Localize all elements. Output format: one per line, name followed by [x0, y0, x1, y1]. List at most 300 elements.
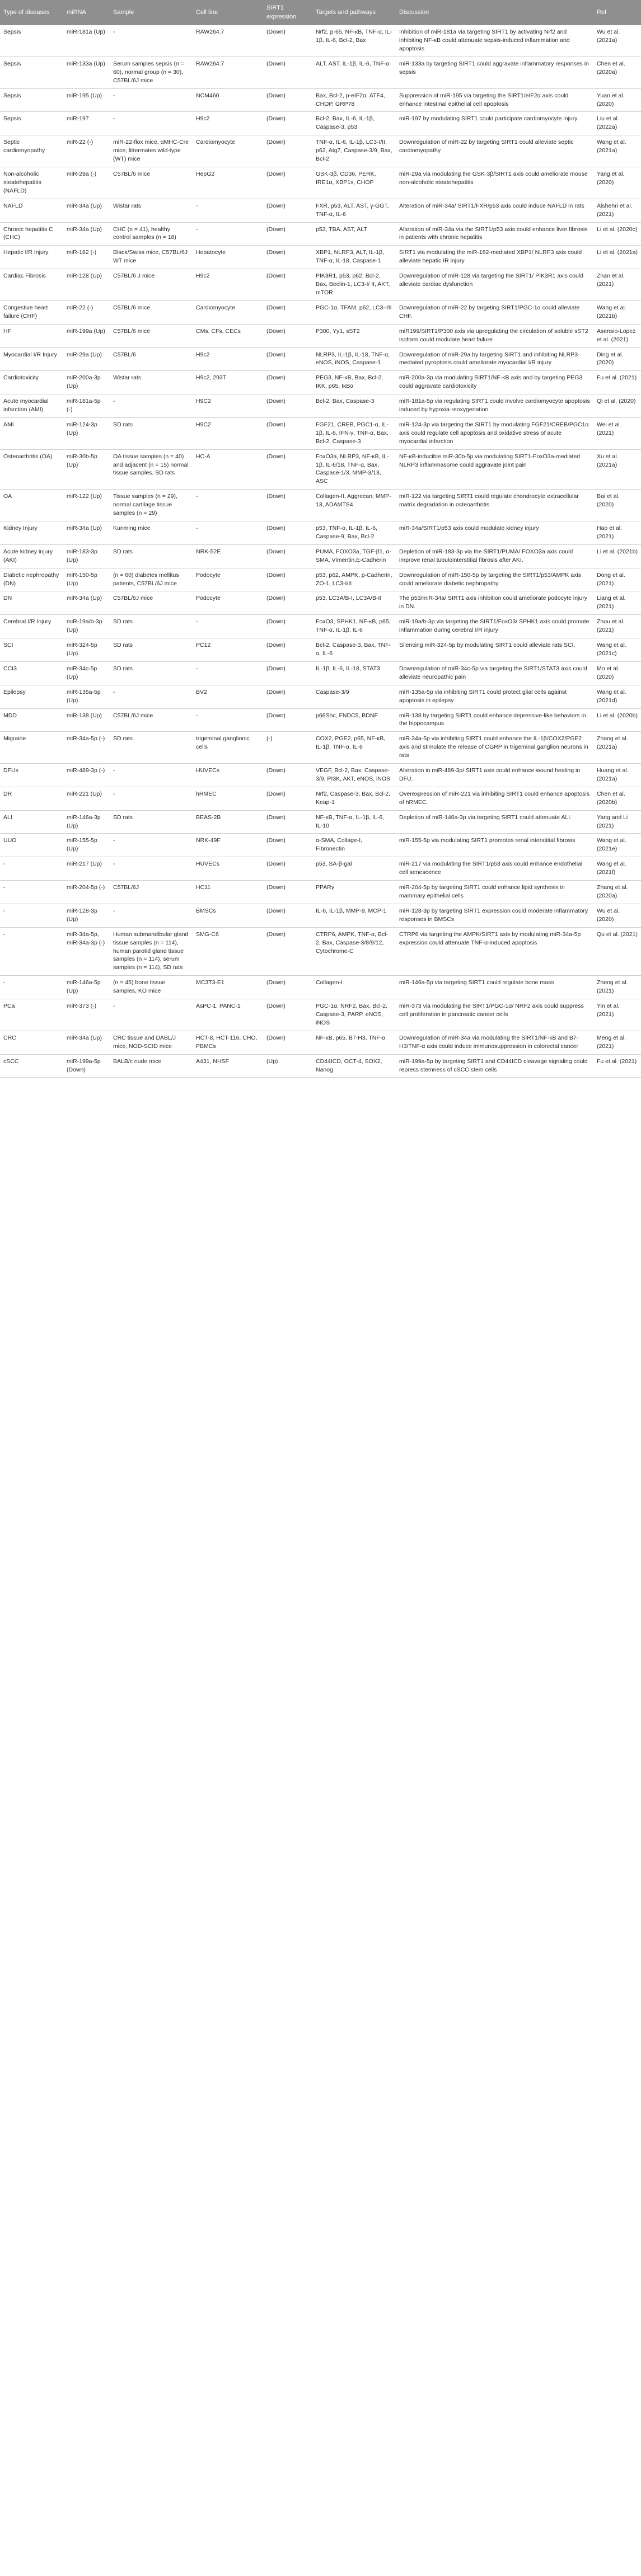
table-row [0, 661, 641, 685]
disease-cell: Sepsis [0, 88, 63, 112]
sirt1-expression-cell: (Down) [263, 638, 312, 662]
disease-cell: Congestive heart failure (CHF) [0, 300, 63, 324]
table-row [0, 521, 641, 545]
cell-line-cell: NCM460 [193, 88, 263, 112]
ref-cell: Alshehri et al. (2021) [593, 199, 641, 222]
sample-cell: - [110, 88, 193, 112]
sirt1-expression-cell: (Up) [263, 1054, 312, 1078]
targets-cell: XBP1, NLRP3, ALT, IL-1β, TNF-α, IL-18, Caspase-1 [312, 246, 396, 269]
sample-cell: miR-22-flox mice, αMHC-Cre mice, littermates wild-type (WT) mice [110, 135, 193, 167]
sample-cell: C57BL/6J mice [110, 708, 193, 732]
discussion-cell: miR-124-3p via targeting the SIRT1 by modulating FGF21/CREB/PGC1α axis could regulate cell apoptosis and oxidative stress of acute myocardial infarction [396, 417, 593, 449]
cell-line-cell: RAW264.7 [193, 25, 263, 57]
targets-cell: Bcl-2, Bax, IL-6, IL-1β, Caspase-3, p53 [312, 112, 396, 135]
targets-cell: PIK3R1, p53, p62, Bcl-2, Bax, Beclin-1, LC3-I/ II, AKT, mTOR [312, 269, 396, 301]
targets-cell: p53, TBA, AST, ALT [312, 222, 396, 246]
cell-line-cell: trigeminal ganglionic cells [193, 732, 263, 764]
table-row [0, 112, 641, 135]
sirt1-expression-cell: (Down) [263, 544, 312, 568]
cell-line-cell: HUVECs [193, 857, 263, 881]
mirna-cell: miR-29a (Up) [63, 347, 110, 371]
targets-cell: p53, p62, AMPK, p-Cadherin, ZO-1, LC3-I/II [312, 568, 396, 591]
discussion-cell: miR-199a-5p by targeting SIRT1 and CD44ICD cleavage signaling could repress stemness of cSCC stem cells [396, 1054, 593, 1078]
disease-cell: Cardiotoxicity [0, 371, 63, 394]
ref-cell: Qu et al. (2021) [593, 927, 641, 976]
sirt1-expression-cell: (Down) [263, 222, 312, 246]
table-row [0, 222, 641, 246]
discussion-cell: Alteration in miR-489-3p/ SIRT1 axis could enhance wound healing in DFU. [396, 764, 593, 787]
table-row [0, 544, 641, 568]
mirna-cell: miR-181a-5p (-) [63, 394, 110, 418]
discussion-cell: Depletion of miR-183-3p via the SIRT1/PUMA/ FOXO3a axis could improve renal tubulointerstitial fibrosis after AKI. [396, 544, 593, 568]
discussion-cell: miR-133a by targeting SIRT1 could aggravate inflammatory responses in sepsis [396, 57, 593, 88]
cell-line-cell: NRK-52E [193, 544, 263, 568]
targets-cell: IL-6, IL-1β, MMP-9, MCP-1 [312, 904, 396, 927]
targets-cell: Bcl-2, Caspase-3, Bax, TNF-α, IL-6 [312, 638, 396, 662]
discussion-cell: miR-155-5p via modulating SIRT1 promotes renal interstitial fibrosis [396, 834, 593, 857]
sirt1-expression-cell: (Down) [263, 246, 312, 269]
table-row [0, 394, 641, 418]
discussion-cell: Overexpression of miR-221 via inhibiting SIRT1 could enhance apoptosis of hRMEC. [396, 787, 593, 810]
sirt1-expression-cell: (Down) [263, 810, 312, 834]
targets-cell: PGC-1α, TFAM, p62, LC3-I/II [312, 300, 396, 324]
table-row [0, 1031, 641, 1054]
sample-cell: Wistar rats [110, 371, 193, 394]
mirna-cell: miR-34a-5p (-) [63, 732, 110, 764]
discussion-cell: miR-197 by modulating SIRT1 could participate cardiomyocyte injury [396, 112, 593, 135]
sirt1-expression-cell: (Down) [263, 764, 312, 787]
ref-cell: Zhang et al. (2020a) [593, 881, 641, 904]
table-row [0, 764, 641, 787]
ref-cell: Zhang et al. (2021a) [593, 732, 641, 764]
ref-cell: Chen et al. (2020a) [593, 57, 641, 88]
discussion-cell: Alteration of miR-34a via the SIRT1/p53 axis could enhance liver fibrosis in patients with chronic hepatitis [396, 222, 593, 246]
sample-cell: - [110, 764, 193, 787]
sirt1-expression-cell: (Down) [263, 661, 312, 685]
targets-cell: PGC-1α, NRF2, Bax, Bcl-2, Caspase-3, PARP, eNOS, iNOS [312, 999, 396, 1031]
discussion-cell: miR-181a-5p via regulating SIRT1 could involve cardiomyocyte apoptosis induced by hypoxia-reoxygenation [396, 394, 593, 418]
targets-cell: PEG3, NF-κB, Bax, Bcl-2, IKK, p65, IκBα [312, 371, 396, 394]
ref-cell: Bai et al. (2020) [593, 490, 641, 521]
discussion-cell: CTRP6 via targeting the AMPK/SIRT1 axis by modulating miR-34a-5p expression could attenuate TNF-α-induced apoptosis [396, 927, 593, 976]
sample-cell: C57BL/6 mice [110, 167, 193, 199]
cell-line-cell: SMG-C6 [193, 927, 263, 976]
sample-cell: - [110, 904, 193, 927]
discussion-cell: Alteration of miR-34a/ SIRT1/FXR/p53 axis could induce NAFLD in rats [396, 199, 593, 222]
targets-cell: p53, SA-β-gal [312, 857, 396, 881]
disease-cell: Epilepsy [0, 685, 63, 708]
targets-cell: CD44ICD, OCT-4, SOX2, Nanog [312, 1054, 396, 1078]
table-row [0, 638, 641, 662]
sirt1-expression-cell: (Down) [263, 199, 312, 222]
table-header [0, 0, 641, 25]
sample-cell: SD rats [110, 732, 193, 764]
sirt1-expression-cell: (Down) [263, 685, 312, 708]
disease-cell: Cardiac Fibrosis [0, 269, 63, 301]
cell-line-cell: H9c2 [193, 112, 263, 135]
cell-line-cell: - [193, 615, 263, 638]
mirna-cell: miR-182 (-) [63, 246, 110, 269]
sample-cell: (n = 45) bone tissue samples, KO mice [110, 976, 193, 999]
cell-line-cell: hRMEC [193, 787, 263, 810]
ref-cell: Liu et al. (2022a) [593, 112, 641, 135]
discussion-cell: miR-217 via modulating the SIRT1/p53 axis could enhance endothelial cell senescence [396, 857, 593, 881]
sirt1-expression-cell: (Down) [263, 490, 312, 521]
table-row [0, 300, 641, 324]
table-body [0, 25, 641, 1078]
ref-cell: Xu et al. (2021a) [593, 449, 641, 490]
targets-cell: FGF21, CREB, PGC1-α, IL-1β, IL-6, IFN-γ, TNF-α, Bax, Bcl-2, Caspase-3 [312, 417, 396, 449]
sirt1-expression-cell: (Down) [263, 347, 312, 371]
column-header-ref: Ref [593, 0, 641, 25]
sirt1-expression-cell: (Down) [263, 904, 312, 927]
targets-cell: TNF-α, IL-6, IL-1β, LC3-I/II, p62, Atg7, Caspase-3/9, Bax, Bcl-2 [312, 135, 396, 167]
mirna-cell: miR-181a (Up) [63, 25, 110, 57]
disease-cell: Non-alcoholic steatohepatitis (NAFLD) [0, 167, 63, 199]
cell-line-cell: H9c2 [193, 347, 263, 371]
table-row [0, 810, 641, 834]
sirt1-expression-cell: (Down) [263, 300, 312, 324]
disease-cell: Diabetic nephropathy (DN) [0, 568, 63, 591]
table-row [0, 371, 641, 394]
mirna-cell: miR-155-5p (Up) [63, 834, 110, 857]
disease-cell: Acute myocardial infarction (AMI) [0, 394, 63, 418]
discussion-cell: Downregulation of miR-29a by targeting SIRT1 and inhibiting NLRP3-mediated pyroptosis could ameliorate myocardial I/R injury [396, 347, 593, 371]
cell-line-cell: - [193, 661, 263, 685]
ref-cell: Meng et al. (2021) [593, 1031, 641, 1054]
cell-line-cell: H9c2 [193, 269, 263, 301]
discussion-cell: miR-138 by targeting SIRT1 could enhance depressive-like behaviors in the hippocampus [396, 708, 593, 732]
table-row [0, 927, 641, 976]
discussion-cell: Silencing miR-324-5p by modulating SIRT1 could alleviate rats SCI. [396, 638, 593, 662]
ref-cell: Yuan et al. (2020) [593, 88, 641, 112]
table-row [0, 246, 641, 269]
ref-cell: Mo et al. (2020) [593, 661, 641, 685]
ref-cell: Wu et al. (2020) [593, 904, 641, 927]
sample-cell: - [110, 834, 193, 857]
sirt1-expression-cell: (Down) [263, 591, 312, 615]
discussion-cell: miR-128-3p by targeting SIRT1 expression could moderate inflammatory responses in BMSCs [396, 904, 593, 927]
ref-cell: Wang et al. (2021f) [593, 857, 641, 881]
targets-cell: ALT, AST, IL-1β, IL-6, TNF-α [312, 57, 396, 88]
sample-cell: SD rats [110, 615, 193, 638]
sample-cell: Wistar rats [110, 199, 193, 222]
mirna-cell: miR-124-3p (Up) [63, 417, 110, 449]
sample-cell: Serum samples sepsis (n = 60), normal group (n = 30), C57BL/6J mice [110, 57, 193, 88]
mirna-cell: miR-34c-5p (Up) [63, 661, 110, 685]
disease-cell: Sepsis [0, 112, 63, 135]
targets-cell: Bax, Bcl-2, p-eIF2α, ATF4, CHOP, GRP78 [312, 88, 396, 112]
cell-line-cell: NRK-49F [193, 834, 263, 857]
sample-cell: BALB/c nude mice [110, 1054, 193, 1078]
targets-cell: P300, Yy1, sST2 [312, 324, 396, 347]
cell-line-cell: BEAS-2B [193, 810, 263, 834]
cell-line-cell: HepG2 [193, 167, 263, 199]
sample-cell: Black/Swiss mice, C57BL/6J WT mice [110, 246, 193, 269]
table-row [0, 417, 641, 449]
mirna-cell: miR-19a/b-3p (Up) [63, 615, 110, 638]
disease-cell: OA [0, 490, 63, 521]
cell-line-cell: - [193, 521, 263, 545]
mirna-cell: miR-138 (Up) [63, 708, 110, 732]
sirt1-expression-cell: (Down) [263, 394, 312, 418]
targets-cell: VEGF, Bcl-2, Bax, Caspase-3/9, PI3K, AKT, eNOS, iNOS [312, 764, 396, 787]
targets-cell: p66Shc, FNDC5, BDNF [312, 708, 396, 732]
mirna-cell: miR-29a (-) [63, 167, 110, 199]
ref-cell: Wang et al. (2021c) [593, 638, 641, 662]
cell-line-cell: H9C2 [193, 394, 263, 418]
targets-cell: Bcl-2, Bax, Caspase-3 [312, 394, 396, 418]
sample-cell: SD rats [110, 638, 193, 662]
targets-cell: Caspase-3/9 [312, 685, 396, 708]
table-row [0, 199, 641, 222]
cell-line-cell: - [193, 708, 263, 732]
header-row [0, 0, 641, 25]
ref-cell: Yin et al. (2021) [593, 999, 641, 1031]
targets-cell: CTRP6, AMPK, TNF-α, Bcl-2, Bax, Caspase-3/8/9/12, Cytochrome-C [312, 927, 396, 976]
sample-cell: (n = 60) diabetes mellitus patients, C57BL/6J mice [110, 568, 193, 591]
disease-cell: UUO [0, 834, 63, 857]
mirna-cell: miR-34a (Up) [63, 222, 110, 246]
discussion-cell: miR-34a/SIRT1/p53 axis could modulate kidney injury [396, 521, 593, 545]
sirt1-expression-cell: (Down) [263, 615, 312, 638]
mirna-cell: miR-34a (Up) [63, 521, 110, 545]
table-row [0, 568, 641, 591]
ref-cell: Yang and Li (2021) [593, 810, 641, 834]
sample-cell: - [110, 787, 193, 810]
sample-cell: CHC (n = 41), healthy control samples (n = 18) [110, 222, 193, 246]
discussion-cell: miR-135a-5p via inhibiting SIRT1 could protect glial cells against apoptosis in epilepsy [396, 685, 593, 708]
sample-cell: C57BL/6 mice [110, 300, 193, 324]
table-row [0, 881, 641, 904]
sample-cell: OA tissue samples (n = 40) and adjacent (n = 15) normal tissue samples, SD rats [110, 449, 193, 490]
ref-cell: Wang et al. (2021b) [593, 300, 641, 324]
mirna-cell: miR-34a (Up) [63, 199, 110, 222]
discussion-cell: miR-34a-5p via inhibiting SIRT1 could enhance the IL-1β/COX2/PGE2 axis and stimulate the release of CGRP in trigeminal ganglion neurons in rats [396, 732, 593, 764]
cell-line-cell: HUVECs [193, 764, 263, 787]
disease-cell: - [0, 976, 63, 999]
mirna-cell: miR-34a (Up) [63, 1031, 110, 1054]
disease-cell: NAFLD [0, 199, 63, 222]
ref-cell: Liang et al. (2021) [593, 591, 641, 615]
sirt1-expression-cell: (Down) [263, 999, 312, 1031]
targets-cell: FXR, p53, ALT, AST, γ-GGT, TNF-α, IL-6 [312, 199, 396, 222]
ref-cell: Zhan et al. (2021) [593, 269, 641, 301]
discussion-cell: SIRT1 via modulating the miR-182-mediated XBP1/ NLRP3 axis could alleviate hepatic IR injury [396, 246, 593, 269]
table-row [0, 615, 641, 638]
table-row [0, 999, 641, 1031]
disease-cell: MDD [0, 708, 63, 732]
targets-cell: Collagen-II, Aggrecan, MMP-13, ADAMTS4 [312, 490, 396, 521]
cell-line-cell: - [193, 199, 263, 222]
disease-cell: DFUs [0, 764, 63, 787]
discussion-cell: Downregulation of miR-128 via targeting the SIRT1/ PIK3R1 axis could alleviate cardiac dysfunction [396, 269, 593, 301]
targets-cell: Collagen-I [312, 976, 396, 999]
disease-cell: Migraine [0, 732, 63, 764]
sample-cell: - [110, 685, 193, 708]
disease-cell: DR [0, 787, 63, 810]
mirna-cell: miR-22 (-) [63, 135, 110, 167]
cell-line-cell: PC12 [193, 638, 263, 662]
disease-cell: - [0, 857, 63, 881]
mirna-cell: miR-122 (Up) [63, 490, 110, 521]
sirt1-expression-cell: (Down) [263, 417, 312, 449]
sirt1-expression-cell: (Down) [263, 269, 312, 301]
cell-line-cell: Podocyte [193, 568, 263, 591]
disease-cell: Cerebral I/R Injury [0, 615, 63, 638]
table-row [0, 490, 641, 521]
mirna-cell: miR-199a (Up) [63, 324, 110, 347]
disease-cell: CRC [0, 1031, 63, 1054]
mirna-cell: miR-324-5p (Up) [63, 638, 110, 662]
mirna-cell: miR-200a-3p (Up) [63, 371, 110, 394]
sirt1-expression-cell: (Down) [263, 521, 312, 545]
discussion-cell: miR-122 via targeting SIRT1 could regulate chondrocyte extracellular matrix degradation in osteoarthritis [396, 490, 593, 521]
table-row [0, 324, 641, 347]
targets-cell: COX2, PGE2, p65, NF-κB, IL-1β, TNF-α, IL-6 [312, 732, 396, 764]
ref-cell: Li et al. (2020c) [593, 222, 641, 246]
sirt1-expression-cell: (Down) [263, 881, 312, 904]
cell-line-cell: BV2 [193, 685, 263, 708]
table-row [0, 135, 641, 167]
mirna-cell: miR-30b-5p (Up) [63, 449, 110, 490]
table-row [0, 57, 641, 88]
targets-cell: IL-1β, IL-6, IL-18, STAT3 [312, 661, 396, 685]
cell-line-cell: H9c2, 293T [193, 371, 263, 394]
disease-cell: Sepsis [0, 25, 63, 57]
discussion-cell: miR-19a/b-3p via targeting the SIRT1/FoxO3/ SPHK1 axis could promote inflammation during cerebral I/R injury [396, 615, 593, 638]
ref-cell: Chen et al. (2020b) [593, 787, 641, 810]
discussion-cell: miR-146a-5p via targeting SIRT1 could regulate bone mass [396, 976, 593, 999]
table-row [0, 976, 641, 999]
disease-cell: Acute kidney injury (AKI) [0, 544, 63, 568]
mirna-cell: miR-183-3p (Up) [63, 544, 110, 568]
disease-cell: - [0, 904, 63, 927]
ref-cell: Qi et al. (2020) [593, 394, 641, 418]
discussion-cell: Downregulation of miR-22 by targeting SIRT1 could alleviate septic cardiomyopathy [396, 135, 593, 167]
ref-cell: Fu et al. (2021) [593, 371, 641, 394]
mirna-cell: miR-146a-3p (Up) [63, 810, 110, 834]
mirna-cell: miR-34a (Up) [63, 591, 110, 615]
mirna-cell: miR-197 [63, 112, 110, 135]
cell-line-cell: Hepatocyte [193, 246, 263, 269]
sirt1-expression-cell: (Down) [263, 927, 312, 976]
disease-cell: - [0, 881, 63, 904]
targets-cell: NLRP3, IL-1β, IL-18, TNF-α, eNOS, iNOS, Caspase-1 [312, 347, 396, 371]
disease-cell: Hepatic I/R Injury [0, 246, 63, 269]
discussion-cell: The p53/miR-34a/ SIRT1 axis inhibition could ameliorate podocyte injury in DN. [396, 591, 593, 615]
cell-line-cell: HC11 [193, 881, 263, 904]
targets-cell: FoxO3a, NLRP3, NF-κB, IL-1β, IL-6/18, TNF-α, Bax, Caspase-1/3, MMP-3/13, ASC [312, 449, 396, 490]
sirt1-expression-cell: (Down) [263, 135, 312, 167]
sirt1-expression-cell: (Down) [263, 976, 312, 999]
disease-cell: cSCC [0, 1054, 63, 1078]
targets-cell: PUMA, FOXO3a, TGF-β1, α-SMA, Vimentin,E-Cadherin [312, 544, 396, 568]
sirt1-expression-cell: (Down) [263, 167, 312, 199]
cell-line-cell: Podocyte [193, 591, 263, 615]
column-header-discussion: Discussion [396, 0, 593, 25]
sirt1-expression-cell: (Down) [263, 371, 312, 394]
targets-cell: Nrf2, Caspase-3, Bax, Bcl-2, Keap-1 [312, 787, 396, 810]
ref-cell: Li et al. (2021b) [593, 544, 641, 568]
sirt1-expression-cell: (Down) [263, 834, 312, 857]
ref-cell: Wu et al. (2021a) [593, 25, 641, 57]
disease-cell: ALI [0, 810, 63, 834]
column-header-disease: Type of diseases [0, 0, 63, 25]
column-header-sample: Sample [110, 0, 193, 25]
targets-cell: NF-κB, p65, B7-H3, TNF-α [312, 1031, 396, 1054]
sirt1-expression-cell: (Down) [263, 25, 312, 57]
disease-cell: CCI3 [0, 661, 63, 685]
sirt1-expression-cell: (Down) [263, 708, 312, 732]
sirt1-expression-cell: (Down) [263, 857, 312, 881]
sirt1-expression-cell: (Down) [263, 112, 312, 135]
table-row [0, 708, 641, 732]
ref-cell: Dong et al. (2021) [593, 568, 641, 591]
discussion-cell: NF-κB-inducible miR-30b-5p via modulating SIRT1-FoxO3a-mediated NLRP3 inflammasome could aggravate joint pain [396, 449, 593, 490]
ref-cell: Ding et al. (2020) [593, 347, 641, 371]
ref-cell: Li et al. (2021a) [593, 246, 641, 269]
column-header-targets: Targets and pathways [312, 0, 396, 25]
cell-line-cell: HCT-8, HCT-116, CHO, PBMCs [193, 1031, 263, 1054]
sirt1-expression-cell: (Down) [263, 57, 312, 88]
sirt1-expression-cell: (Down) [263, 1031, 312, 1054]
sample-cell: C57BL/6J mice [110, 591, 193, 615]
mirna-cell: miR-199a-5p (Down) [63, 1054, 110, 1078]
sample-cell: C57BL/6J [110, 881, 193, 904]
table-row [0, 25, 641, 57]
mirna-cell: miR-204-5p (-) [63, 881, 110, 904]
sample-cell: C57BL/6 [110, 347, 193, 371]
mirna-cell: miR-217 (Up) [63, 857, 110, 881]
mirna-cell: miR-195 (Up) [63, 88, 110, 112]
mirna-cell: miR-22 (-) [63, 300, 110, 324]
targets-cell: GSK-3β, CD36, PERK, IRE1α, XBP1s, CHOP [312, 167, 396, 199]
disease-cell: HF [0, 324, 63, 347]
table-row [0, 787, 641, 810]
discussion-cell: Depletion of miR-146a-3p via targeting SIRT1 could attenuate ALI. [396, 810, 593, 834]
table-row [0, 1054, 641, 1078]
cell-line-cell: Cardiomyocyte [193, 135, 263, 167]
column-header-mirna: miRNA [63, 0, 110, 25]
mirna-cell: miR-135a-5p (Up) [63, 685, 110, 708]
targets-cell: p53, TNF-α, IL-1β, IL-6, Caspase-9, Bax, Bcl-2 [312, 521, 396, 545]
sample-cell: SD rats [110, 661, 193, 685]
mirna-cell: miR-133a (Up) [63, 57, 110, 88]
mirna-cell: miR-128 (Up) [63, 269, 110, 301]
targets-cell: α-SMA, Collage-I, Fibronectin [312, 834, 396, 857]
table-row [0, 857, 641, 881]
targets-cell: PPARγ [312, 881, 396, 904]
cell-line-cell: Cardiomyocyte [193, 300, 263, 324]
discussion-cell: miR-29a via modulating the GSK-3β/SIRT1 axis could ameliorate mouse non-alcoholic steatohepatitis [396, 167, 593, 199]
sample-cell: CRC tissue and DABL/J mice, NOD-SCID mice [110, 1031, 193, 1054]
disease-cell: AMI [0, 417, 63, 449]
disease-cell: Osteoarthritis (OA) [0, 449, 63, 490]
cell-line-cell: A431, NHSF [193, 1054, 263, 1078]
sirt1-expression-cell: (Down) [263, 449, 312, 490]
table-row [0, 167, 641, 199]
cell-line-cell: H9C2 [193, 417, 263, 449]
cell-line-cell: BMSCs [193, 904, 263, 927]
cell-line-cell: AsPC-1, PANC-1 [193, 999, 263, 1031]
ref-cell: Wang et al. (2021a) [593, 135, 641, 167]
ref-cell: Hao et al. (2021) [593, 521, 641, 545]
mirna-cell: miR-150-5p (Up) [63, 568, 110, 591]
table-row [0, 732, 641, 764]
ref-cell: Yang et al. (2020) [593, 167, 641, 199]
targets-cell: Nrf2, p-65, NF-κB, TNF-α, IL-1β, IL-6, Bcl-2, Bax [312, 25, 396, 57]
